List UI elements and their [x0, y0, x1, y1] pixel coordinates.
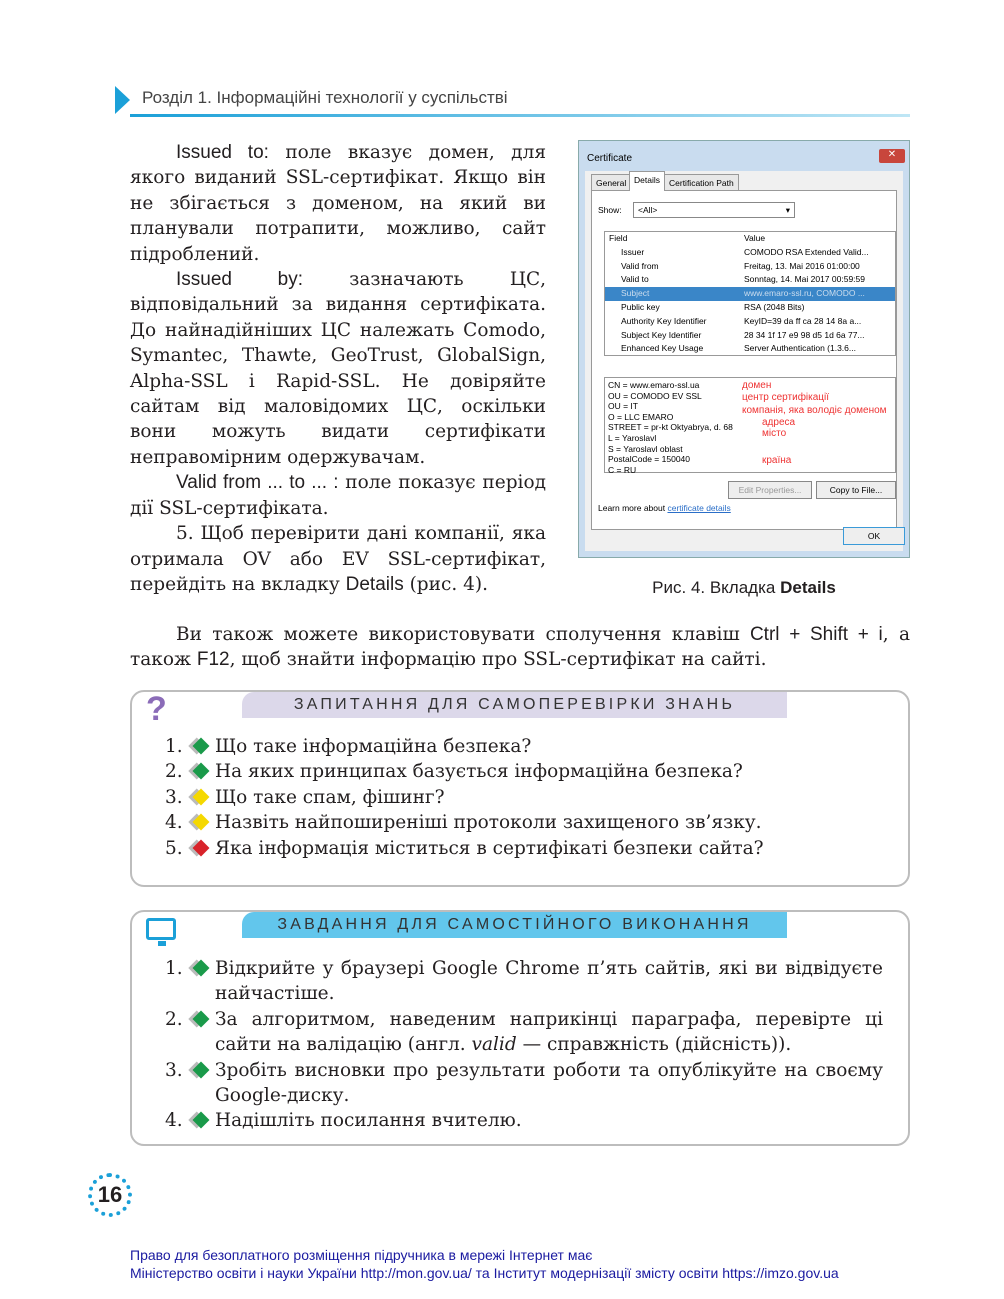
paragraph-issued-to: Issued to: поле вказує домен, для якого виданий SSL-сертифікат. Якщо він не збігається з доменом, на який ви планували потрапити, можливо, сайт підроблений.: [130, 142, 546, 265]
figure-caption: Рис. 4. Вкладка Details: [652, 578, 836, 597]
field-row[interactable]: [605, 329, 895, 343]
difficulty-diamond-icon: [193, 1010, 210, 1027]
question-mark-icon: ?: [146, 690, 167, 728]
body-column: [130, 140, 546, 597]
field-name: Subject Key Identifier: [621, 329, 702, 340]
difficulty-diamond-icon: [193, 839, 210, 856]
detail-line: CN = www.emaro-ssl.ua: [608, 380, 700, 390]
field-name: Valid to: [621, 274, 649, 285]
field-row[interactable]: [605, 287, 895, 301]
annotation: країна: [762, 455, 792, 466]
annotation: адреса: [762, 417, 796, 428]
field-row[interactable]: [605, 342, 895, 356]
tab-general[interactable]: General: [591, 174, 631, 191]
difficulty-diamond-icon: [193, 960, 210, 977]
field-row[interactable]: [605, 246, 895, 260]
header-divider: [130, 114, 910, 117]
detail-line: STREET = pr-kt Oktyabrya, d. 68: [608, 422, 733, 433]
difficulty-diamond-icon: [193, 763, 210, 780]
task-item: 2. За алгоритмом, наведеним наприкінці параграфа, перевірте ці сайти на валідацію (англ. valid — справжність (дійсність)).: [165, 1008, 883, 1056]
question-item: 4. Назвіть найпоширеніші протоколи захищеного зв’язку.: [165, 812, 762, 834]
detail-line: L = Yaroslavl: [608, 432, 657, 443]
chapter-marker-icon: [115, 86, 130, 114]
paragraph-issued-by: Issued by: зазначають ЦС, відповідальний за видання сертифіката. До найнадійніших ЦС належать Comodo, Symantec, Thawte, GeoTrust, GlobalSign, Alpha-SSL і Rapid-SSL. Не довіряйте сайтам від маловідомих ЦС, оскільки вони можуть видати сертифікати неправомірним одержувачам.: [130, 269, 546, 468]
field-value: Sonntag, 14. Mai 2017 00:59:59: [744, 274, 865, 285]
chevron-down-icon: ▾: [785, 205, 790, 215]
questions-box: [130, 690, 910, 887]
field-value: www.emaro-ssl.ru, COMODO ...: [744, 288, 865, 299]
question-item: 1. Що таке інформаційна безпека?: [165, 736, 532, 757]
tab-certification-path[interactable]: Certification Path: [664, 174, 739, 191]
detail-line: OU = IT: [608, 401, 638, 412]
field-value: KeyID=39 da ff ca 28 14 8a a...: [744, 315, 862, 326]
detail-line: C = RU: [608, 464, 637, 475]
footer-line-2: Міністерство освіти і науки України http://mon.gov.ua/ та Інститут модернізації змісту освіти https://imzo.gov.ua: [130, 1265, 839, 1281]
paragraph-shortcuts: Ви також можете використовувати сполучення клавіш Ctrl + Shift + i, а також F12, щоб знайти інформацію про SSL-сертифікат на сайті.: [130, 624, 910, 671]
annotation: компанія, яка володіє доменом: [742, 405, 887, 416]
window-title: Certificate: [587, 153, 633, 164]
field-value: COMODO RSA Extended Valid...: [744, 246, 869, 257]
page-number: 16: [88, 1173, 132, 1217]
show-label: Show:: [598, 205, 622, 215]
fields-list[interactable]: Field Value Issuer COMODO RSA Extended Valid... Valid from Freitag, 13. Mai 2016 01:00:00 Valid to Sonntag, 14. Mai 2017 00:59:59 Subject www.emaro-ssl.ru, COMODO ... Public key RSA (2048 Bits) Authority Key Identifier KeyID=39 da ff ca 28 14 8a a... Subject Key Identifier 28 34 1f 17 e9 98 d5 1d 6a 77... Enhanced Key Usage Server Authentication (1.3.6...: [604, 231, 896, 356]
detail-line: S = Yaroslavl oblast: [608, 443, 683, 454]
difficulty-diamond-icon: [193, 1061, 210, 1078]
show-select[interactable]: <All> ▾: [633, 202, 795, 218]
field-row[interactable]: [605, 260, 895, 274]
annotation: місто: [762, 428, 787, 439]
chapter-title: Розділ 1. Інформаційні технології у суспільстві: [142, 88, 508, 107]
question-item: 5. Яка інформація міститься в сертифікаті безпеки сайта?: [165, 837, 764, 859]
edit-properties-button[interactable]: Edit Properties...: [728, 481, 812, 499]
certificate-details-link[interactable]: certificate details: [667, 503, 731, 513]
field-value: Server Authentication (1.3.6...: [744, 343, 856, 354]
question-item: 2. На яких принципах базується інформаційна безпека?: [165, 761, 743, 783]
detail-line: PostalCode = 150040: [608, 454, 690, 465]
detail-line: O = LLC EMARO: [608, 411, 674, 422]
field-name: Subject: [621, 288, 650, 299]
field-row[interactable]: [605, 315, 895, 329]
difficulty-diamond-icon: [193, 1112, 210, 1129]
detail-line: OU = COMODO EV SSL: [608, 390, 702, 401]
ok-button[interactable]: OK: [843, 527, 905, 545]
field-value: Freitag, 13. Mai 2016 01:00:00: [744, 260, 860, 271]
annotation: домен: [742, 380, 772, 391]
difficulty-diamond-icon: [193, 814, 210, 831]
question-item: 3. Що таке спам, фішинг?: [165, 786, 445, 808]
difficulty-diamond-icon: [193, 738, 210, 755]
field-row[interactable]: [605, 273, 895, 287]
field-name: Authority Key Identifier: [621, 315, 707, 326]
field-name: Issuer: [621, 246, 645, 257]
field-name: Enhanced Key Usage: [621, 343, 704, 354]
paragraph-valid-from: Valid from ... to ... : поле показує період дії SSL-сертифіката.: [130, 472, 547, 519]
task-item: 3. Зробіть висновки про результати роботи та опублікуйте на своєму Google-диску.: [165, 1059, 883, 1107]
field-value: 28 34 1f 17 e9 98 d5 1d 6a 77...: [744, 329, 865, 340]
difficulty-diamond-icon: [193, 788, 210, 805]
close-icon[interactable]: ✕: [879, 149, 905, 163]
field-row[interactable]: [605, 301, 895, 315]
tab-details[interactable]: Details: [629, 171, 665, 191]
computer-monitor-icon: [146, 918, 176, 940]
field-name: Valid from: [621, 260, 659, 271]
field-name: Public key: [621, 301, 660, 312]
task-item: 4. Надішліть посилання вчителю.: [165, 1110, 522, 1132]
questions-title: ЗАПИТАННЯ ДЛЯ САМОПЕРЕВІРКИ ЗНАНЬ: [242, 692, 787, 718]
tasks-box: [130, 910, 910, 1146]
tasks-title: ЗАВДАННЯ ДЛЯ САМОСТІЙНОГО ВИКОНАННЯ: [242, 912, 787, 938]
task-item: 1. Відкрийте у браузері Google Chrome п’ять сайтів, які ви відвідуєте найчастіше.: [165, 958, 883, 1005]
copy-to-file-button[interactable]: Copy to File...: [816, 481, 896, 499]
field-value: RSA (2048 Bits): [744, 301, 805, 312]
paragraph-step-5: 5. Щоб перевірити дані компанії, яка отримала OV або EV SSL-сертифікат, перейдіть на вкладку Details (рис. 4).: [130, 523, 546, 595]
certificate-figure: Certificate ✕ General Details Certification Path Show: <All> ▾ Field Value Issuer COMODO RSA Extended Valid... Valid from Freitag, 13. Mai 2016 01:00:00 Valid to Sonntag, 14. Mai 2017 00:59:59 Subject www.emaro-ssl.ru, COMODO ... Public key RSA (2048 Bits) Authority Key Identifier KeyID=39 da ff ca 28 14 8a a... Subject Key Identifier 28 34 1f 17 e9 98 d5 1d 6a 77... Enhanced Key Usage Server Authentication (1.3.6... CN = www.emaro-ssl.ua OU = COMODO EV SSL OU = IT O = LLC EMARO STREET = pr-kt Oktyabrya, d. 68 L = Yaroslavl S = Yaroslavl oblast PostalCode = 150040 C = RU домен центр сертифікації компанія, яка володіє доменом адреса місто країна Edit Properties... Copy to File... Learn more about certificate details OK: [578, 140, 910, 558]
footer-line-1: Право для безоплатного розміщення підручника в мережі Інтернет має: [130, 1247, 593, 1263]
annotation: центр сертифікації: [742, 392, 830, 403]
